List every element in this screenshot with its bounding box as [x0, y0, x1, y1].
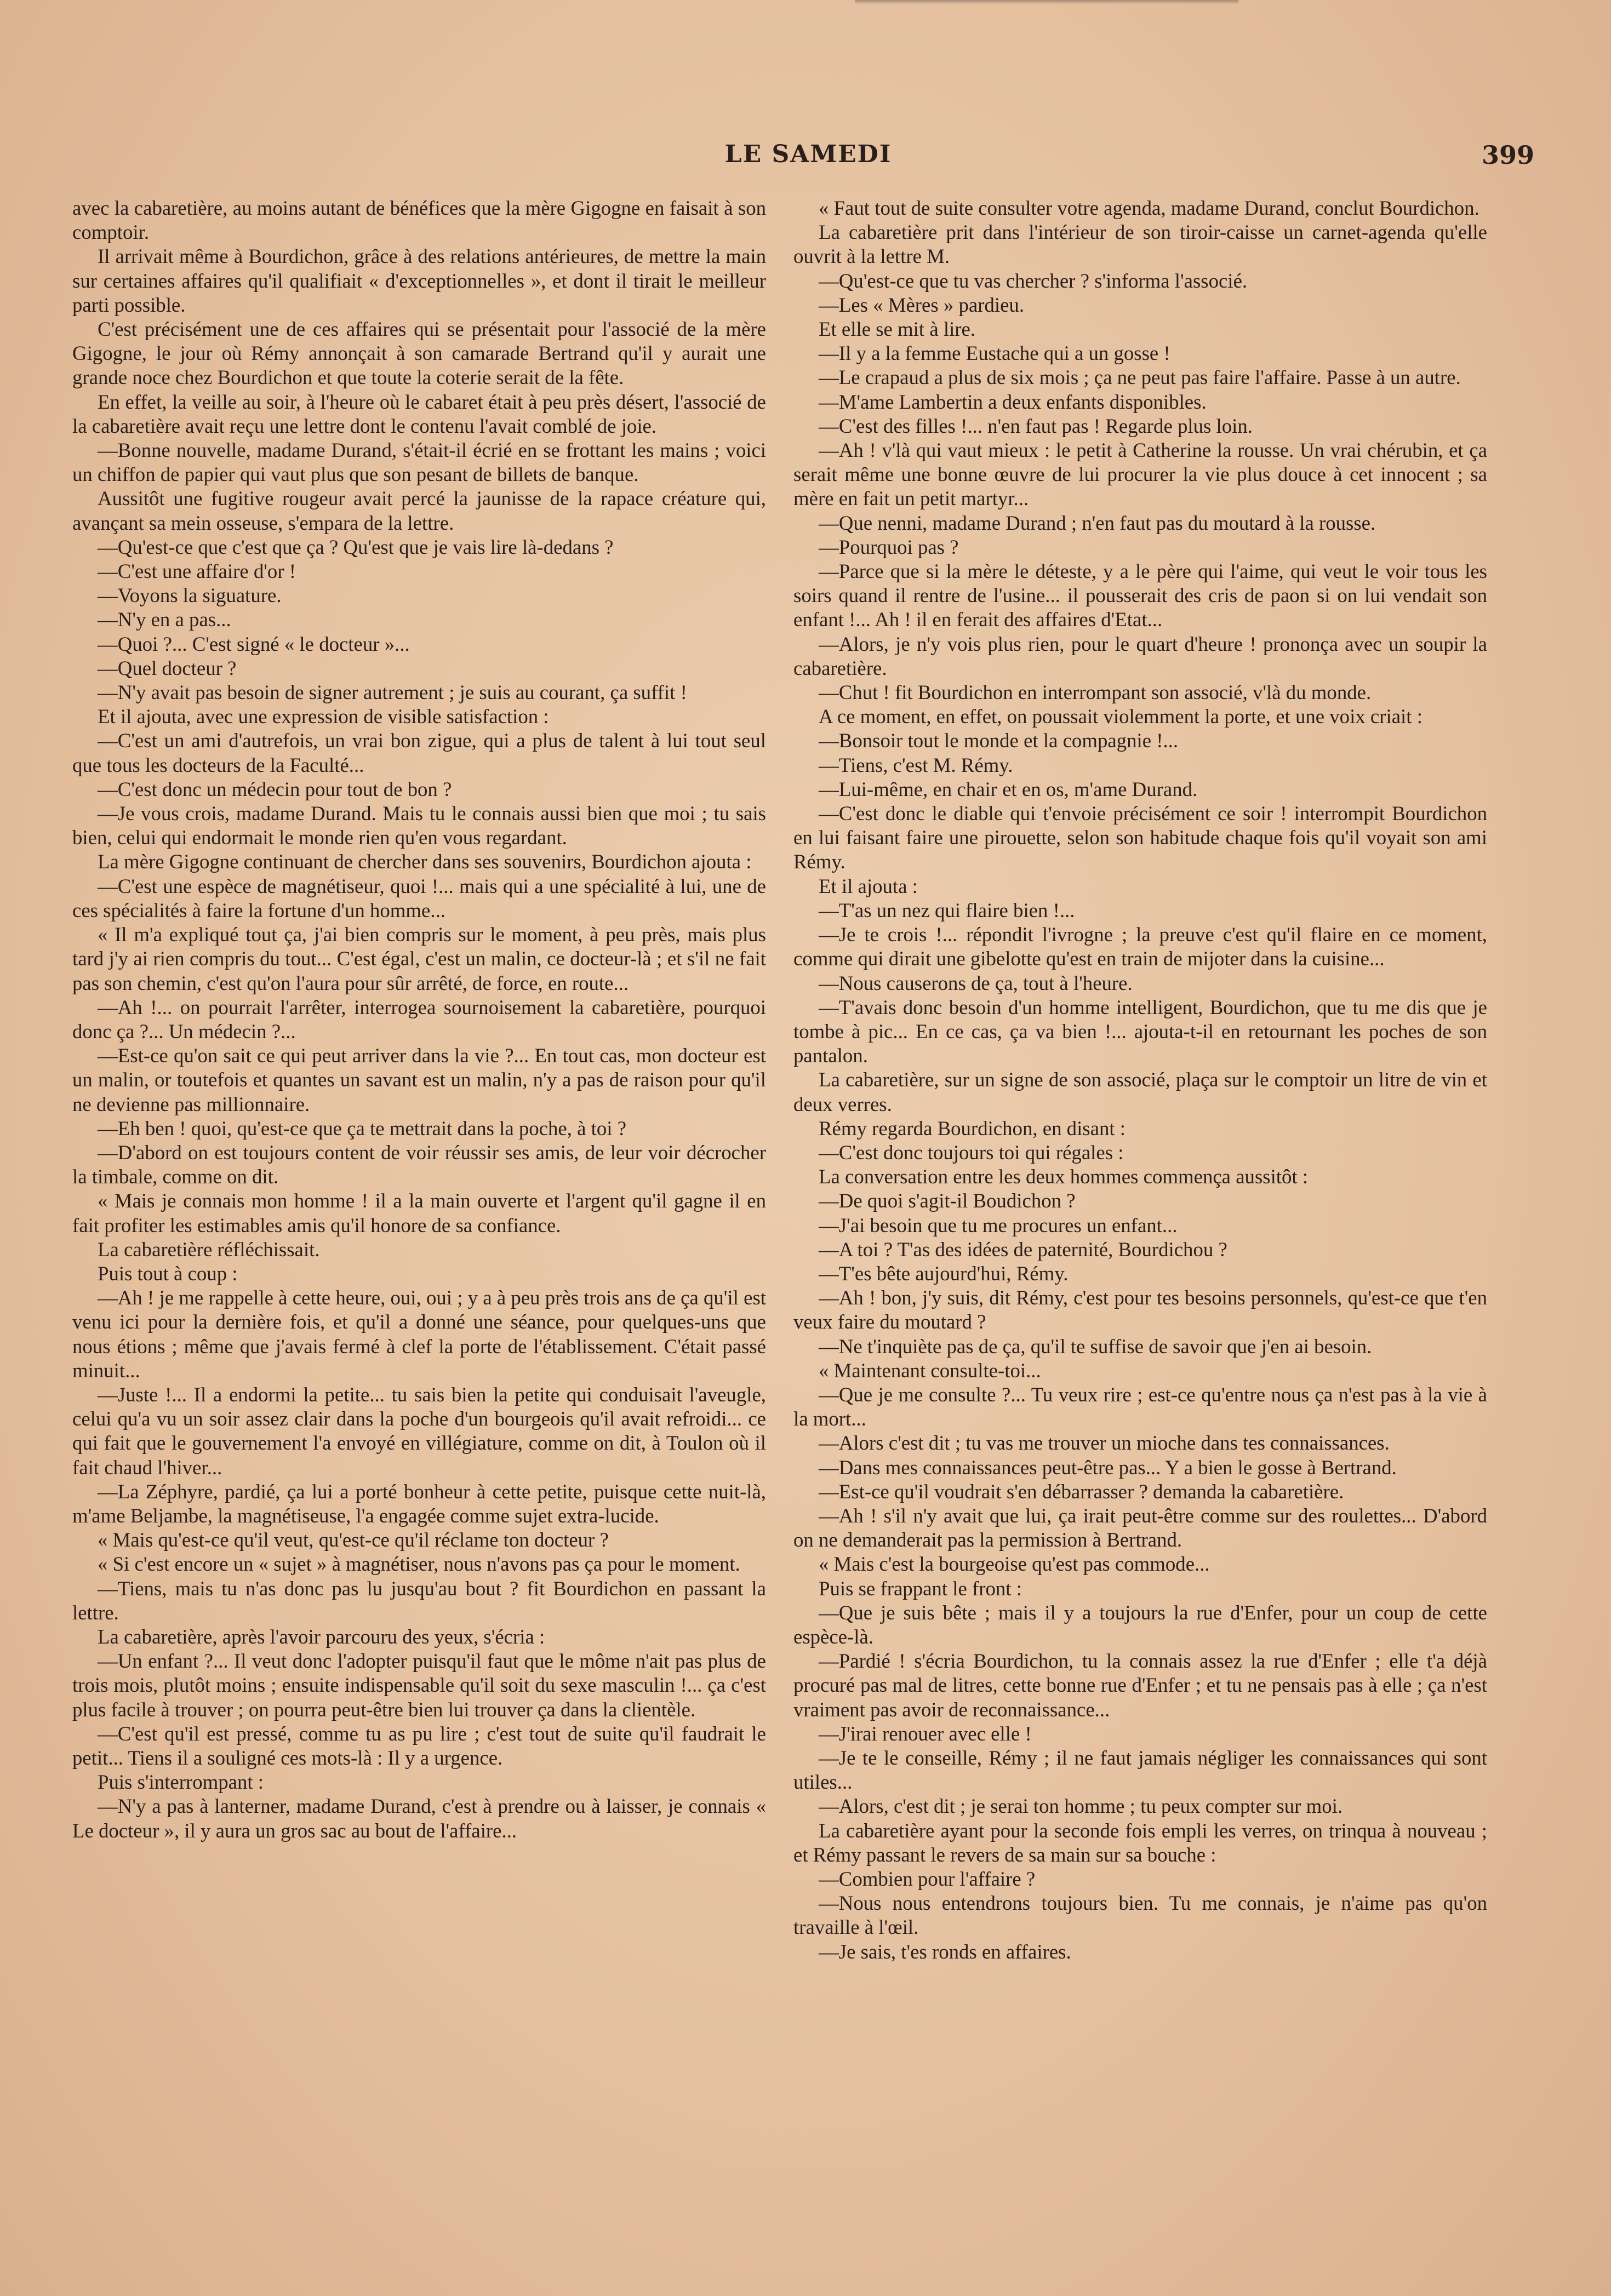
paragraph: —Alors c'est dit ; tu vas me trouver un mioche dans tes connaissances. [819, 1432, 1390, 1455]
paragraph: —Le crapaud a plus de six mois ; ça ne peut pas faire l'affaire. Passe à un autre. [819, 366, 1461, 389]
paragraph: —Tiens, mais tu n'as donc pas lu jusqu'au bout ? fit Bourdichon en passant la lettre. [72, 1577, 766, 1624]
paragraph: —Quel docteur ? [98, 656, 237, 679]
paragraph: « Si c'est encore un « sujet » à magnétiser, nous n'avons pas ça pour le moment. [98, 1553, 740, 1576]
paragraph: —C'est donc un médecin pour tout de bon ? [98, 777, 452, 800]
paragraph: —C'est une espèce de magnétiseur, quoi !... mais qui a une spécialité à lui, une de ces spécialités à faire la fortune d'un homme... [72, 874, 766, 921]
paragraph: Puis s'interrompant : [98, 1771, 264, 1794]
journal-title: LE SAMEDI [724, 140, 892, 168]
paragraph: —N'y avait pas besoin de signer autrement ; je suis au courant, ça suffit ! [98, 681, 687, 704]
paragraph: —Pardié ! s'écria Bourdichon, tu la connais assez la rue d'Enfer ; elle t'a déjà procuré pas mal de litres, cette bonne rue d'Enfer ; et tu ne pensais pas à elle ; ça n'est vraiment pas avoir de reconnaissance... [793, 1650, 1487, 1721]
paragraph: —Ah ! v'là qui vaut mieux : le petit à Catherine la rousse. Un vrai chérubin, et ça serait même une bonne œuvre de lui procurer la vie plus douce à cet innocent ; sa mère en fait un petit martyr... [793, 439, 1487, 510]
page-number: 399 [1481, 140, 1534, 170]
paragraph: —Tiens, c'est M. Rémy. [819, 753, 1013, 776]
paragraph: —C'est des filles !... n'en faut pas ! Regarde plus loin. [819, 414, 1253, 437]
paragraph: Puis tout à coup : [98, 1262, 238, 1285]
paragraph: La mère Gigogne continuant de chercher dans ses souvenirs, Bourdichon ajouta : [98, 850, 752, 873]
right-column [793, 196, 1487, 1964]
paragraph: —Chut ! fit Bourdichon en interrompant son associé, v'là du monde. [819, 681, 1372, 704]
paragraph: —Ah !... on pourrait l'arrêter, interrogea sournoisement la cabaretière, pourquoi donc ça ?... Un médecin ?... [72, 995, 766, 1043]
paragraph: La cabaretière, après l'avoir parcouru des yeux, s'écria : [98, 1625, 545, 1648]
paragraph: —Dans mes connaissances peut-être pas... Y a bien le gosse à Bertrand. [819, 1456, 1397, 1479]
paragraph: —Je te crois !... répondit l'ivrogne ; la preuve c'est qu'il flaire en ce moment, comme qui dirait une gibelotte qu'est en train de mijoter dans la cuisine... [793, 923, 1487, 970]
paragraph: —N'y en a pas... [98, 608, 231, 631]
torn-edge-mark [855, 0, 1238, 4]
paragraph: —C'est donc le diable qui t'envoie précisément ce soir ! interrompit Bourdichon en lui faisant faire une pirouette, selon son habitude chaque fois qu'il voyait son ami Rémy. [793, 802, 1487, 873]
paragraph: —Je sais, t'es ronds en affaires. [819, 1940, 1071, 1963]
paragraph: —Un enfant ?... Il veut donc l'adopter puisqu'il faut que le môme n'ait pas plus de trois mois, plutôt moins ; ensuite indispensable qu'il soit du sexe masculin !... ça c'est plus facile à trouver ; on pourra peut-être bien lui trouver ça dans la clientèle. [72, 1650, 766, 1721]
paragraph: —Bonne nouvelle, madame Durand, s'était-il écrié en se frottant les mains ; voici un chiffon de papier qui vaut plus que son pesant de billets de banque. [72, 439, 766, 486]
paragraph: —J'ai besoin que tu me procures un enfant... [819, 1213, 1178, 1236]
paragraph: Aussitôt une fugitive rougeur avait percé la jaunisse de la rapace créature qui, avançant sa mein osseuse, s'empara de la lettre. [72, 487, 766, 534]
paragraph: —Combien pour l'affaire ? [819, 1868, 1036, 1891]
paragraph: —M'ame Lambertin a deux enfants disponibles. [819, 390, 1207, 413]
paragraph: —A toi ? T'as des idées de paternité, Bourdichou ? [819, 1238, 1227, 1261]
paragraph: « Mais qu'est-ce qu'il veut, qu'est-ce qu'il réclame ton docteur ? [98, 1528, 609, 1551]
paragraph: « Faut tout de suite consulter votre agenda, madame Durand, conclut Bourdichon. [819, 197, 1479, 219]
page-header [71, 137, 1545, 175]
paragraph: Il arrivait même à Bourdichon, grâce à des relations antérieures, de mettre la main sur certaines affaires qu'il qualifiait « d'exceptionnelles », et dont il tirait le meilleur parti possible. [72, 245, 766, 316]
paragraph: A ce moment, en effet, on poussait violemment la porte, et une voix criait : [819, 705, 1423, 728]
paragraph: —Que nenni, madame Durand ; n'en faut pas du moutard à la rousse. [819, 511, 1376, 534]
paragraph: —Je vous crois, madame Durand. Mais tu le connais aussi bien que moi ; tu sais bien, celui qui endormait le monde rien qu'en vous regardant. [72, 802, 766, 849]
paragraph: Et elle se mit à lire. [819, 318, 976, 341]
paragraph: —Alors, je n'y vois plus rien, pour le quart d'heure ! prononça avec un soupir la cabaretière. [793, 632, 1487, 679]
paragraph: —Est-ce qu'il voudrait s'en débarrasser ? demanda la cabaretière. [819, 1480, 1344, 1503]
paragraph: —Juste !... Il a endormi la petite... tu sais bien la petite qui conduisait l'aveugle, celui qu'a vu un soir assez clair dans la poche d'un bourgeois qu'il avait refroidi... ce qui fait que le gouvernement l'a envoyé en villégiature, comme on dit, à Toulon où il fait chaud l'hiver... [72, 1383, 766, 1479]
paragraph: La cabaretière prit dans l'intérieur de son tiroir-caisse un carnet-agenda qu'elle ouvrit à la lettre M. [793, 221, 1487, 268]
paragraph: —Ah ! bon, j'y suis, dit Rémy, c'est pour tes besoins personnels, qu'est-ce que t'en veux faire du moutard ? [793, 1286, 1487, 1333]
paragraph: —Pourquoi pas ? [819, 535, 959, 558]
paragraph: La cabaretière réfléchissait. [98, 1238, 320, 1261]
paragraph: « Maintenant consulte-toi... [819, 1359, 1041, 1382]
paragraph: —Est-ce qu'on sait ce qui peut arriver dans la vie ?... En tout cas, mon docteur est un malin, or toutefois et quantes un savant est un malin, n'y a pas de raison pour qu'il ne devienne pas millionnaire. [72, 1044, 766, 1115]
paragraph: —Les « Mères » pardieu. [819, 293, 1025, 316]
paragraph: —Lui-même, en chair et en os, m'ame Durand. [819, 777, 1198, 800]
paragraph: avec la cabaretière, au moins autant de bénéfices que la mère Gigogne en faisait à son comptoir. [72, 197, 766, 244]
paragraph: La cabaretière ayant pour la seconde fois empli les verres, on trinqua à nouveau ; et Rémy passant le revers de sa main sur sa bouche : [793, 1819, 1487, 1866]
paragraph: —T'as un nez qui flaire bien !... [819, 898, 1075, 921]
paragraph: « Mais je connais mon homme ! il a la main ouverte et l'argent qu'il gagne il en fait profiter les estimables amis qu'il honore de sa confiance. [72, 1189, 766, 1236]
paragraph: —Nous causerons de ça, tout à l'heure. [819, 971, 1133, 994]
paragraph: « Mais c'est la bourgeoise qu'est pas commode... [819, 1553, 1210, 1576]
paragraph: —Voyons la siguature. [98, 584, 282, 607]
paragraph: —De quoi s'agit-il Boudichon ? [819, 1189, 1076, 1212]
paragraph: —Qu'est-ce que c'est que ça ? Qu'est que je vais lire là-dedans ? [98, 535, 614, 558]
paragraph: —Ah ! je me rappelle à cette heure, oui, oui ; y a à peu près trois ans de ça qu'il est venu ici pour la dernière fois, et qu'il a donné une séance, pour quelques-uns que nous étions ; même que j'avais fermé à clef la porte de l'établissement. C'était passé minuit... [72, 1286, 766, 1382]
paragraph: —Je te le conseille, Rémy ; il ne faut jamais négliger les connaissances qui sont utiles... [793, 1747, 1487, 1794]
paragraph: La conversation entre les deux hommes commença aussitôt : [819, 1165, 1309, 1188]
paragraph: —Eh ben ! quoi, qu'est-ce que ça te mettrait dans la poche, à toi ? [98, 1116, 627, 1140]
paragraph: —Que je suis bête ; mais il y a toujours la rue d'Enfer, pour un coup de cette espèce-là. [793, 1601, 1487, 1648]
paragraph: —Bonsoir tout le monde et la compagnie !... [819, 729, 1179, 752]
paragraph: En effet, la veille au soir, à l'heure où le cabaret était à peu près désert, l'associé de la cabaretière avait reçu une lettre dont le contenu l'avait comblé de joie. [72, 390, 766, 437]
paragraph: —Parce que si la mère le déteste, y a le père qui l'aime, qui veut le voir tous les soirs quand il rentre de l'usine... il pousserait des cris de paon si on lui vendait son enfant !... Ah ! il en ferait des affaires d'Etat... [793, 560, 1487, 631]
paragraph: —D'abord on est toujours content de voir réussir ses amis, de leur voir décrocher la timbale, comme on dit. [72, 1141, 766, 1188]
paragraph: —Quoi ?... C'est signé « le docteur »... [98, 632, 410, 655]
paragraph: —T'avais donc besoin d'un homme intelligent, Bourdichon, que tu me dis que je tombe à pic... En ce cas, ça va bien !... ajouta-t-il en retournant les poches de son pantalon. [793, 995, 1487, 1067]
paragraph: —T'es bête aujourd'hui, Rémy. [819, 1262, 1069, 1285]
paragraph: —La Zéphyre, pardié, ça lui a porté bonheur à cette petite, puisque cette nuit-là, m'ame Beljambe, la magnétiseuse, l'a engagée comme sujet extra-lucide. [72, 1480, 766, 1527]
paragraph: —C'est qu'il est pressé, comme tu as pu lire ; c'est tout de suite qu'il faudrait le petit... Tiens il a souligné ces mots-là : Il y a urgence. [72, 1722, 766, 1769]
paragraph: Et il ajouta, avec une expression de visible satisfaction : [98, 705, 549, 728]
paragraph: —N'y a pas à lanterner, madame Durand, c'est à prendre ou à laisser, je connais « Le docteur », il y aura un gros sac au bout de l'affaire... [72, 1795, 766, 1842]
paragraph: —Qu'est-ce que tu vas chercher ? s'informa l'associé. [819, 269, 1248, 292]
paragraph: « Il m'a expliqué tout ça, j'ai bien compris sur le moment, à peu près, mais plus tard j'y ai rien compris du tout... C'est égal, c'est un malin, ce docteur-là ; et s'il ne fait pas son chemin, c'est qu'on l'aura pour sûr arrêté, de force, en route... [72, 923, 766, 994]
paragraph: —C'est une affaire d'or ! [98, 560, 296, 583]
paragraph: Et il ajouta : [819, 874, 918, 897]
paragraph: —J'irai renouer avec elle ! [819, 1722, 1032, 1745]
paragraph: C'est précisément une de ces affaires qui se présentait pour l'associé de la mère Gigogne, le jour où Rémy annonçait à son camarade Bertrand qu'il y aurait une grande noce chez Bourdichon et que toute la coterie serait de la fête. [72, 318, 766, 389]
paragraph: —C'est un ami d'autrefois, un vrai bon zigue, qui a plus de talent à lui tout seul que tous les docteurs de la Faculté... [72, 729, 766, 776]
paragraph: —Nous nous entendrons toujours bien. Tu me connais, je n'aime pas qu'on travaille à l'œil. [793, 1892, 1487, 1939]
paragraph: —C'est donc toujours toi qui régales : [819, 1141, 1124, 1164]
left-column [72, 196, 766, 1843]
paragraph: La cabaretière, sur un signe de son associé, plaça sur le comptoir un litre de vin et deux verres. [793, 1068, 1487, 1115]
paragraph: Rémy regarda Bourdichon, en disant : [819, 1116, 1126, 1140]
paragraph: —Ah ! s'il n'y avait que lui, ça irait peut-être comme sur des roulettes... D'abord on ne demanderait pas la permission à Bertrand. [793, 1504, 1487, 1551]
paragraph: —Que je me consulte ?... Tu veux rire ; est-ce qu'entre nous ça n'est pas à la vie à la mort... [793, 1383, 1487, 1430]
paragraph: —Il y a la femme Eustache qui a un gosse ! [819, 342, 1170, 365]
paragraph: —Ne t'inquiète pas de ça, qu'il te suffise de savoir que j'en ai besoin. [819, 1335, 1372, 1358]
paragraph: Puis se frappant le front : [819, 1577, 1022, 1600]
paragraph: —Alors, c'est dit ; je serai ton homme ; tu peux compter sur moi. [819, 1795, 1343, 1818]
